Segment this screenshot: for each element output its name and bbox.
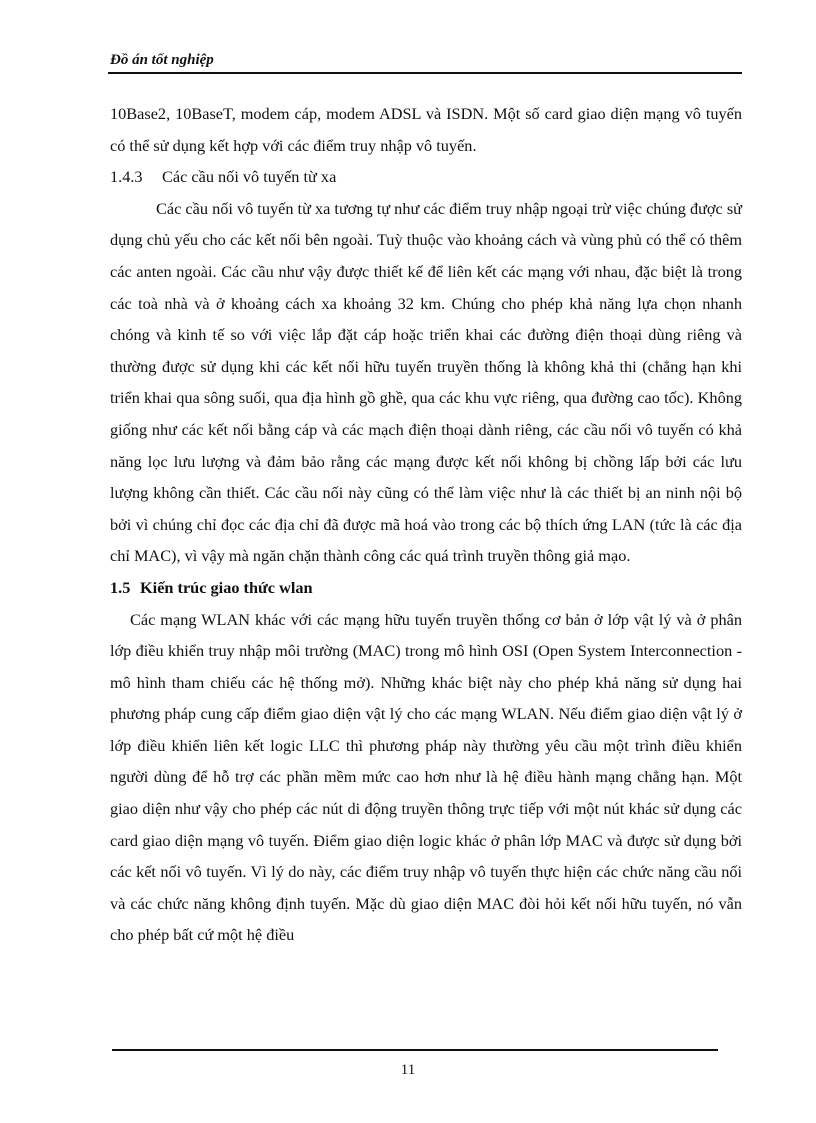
section-heading [110, 572, 742, 604]
section-number: 1.5 [110, 577, 131, 597]
section-title: Kiến trúc giao thức wlan [140, 577, 313, 597]
paragraph-continuation: 10Base2, 10BaseT, modem cáp, modem ADSL và ISDN. Một số card giao diện mạng vô tuyến có thể sử dụng kết hợp với các điểm truy nhập vô tuyến. [110, 104, 742, 155]
document-body [110, 98, 742, 951]
header-divider [108, 72, 742, 74]
page-header-title: Đồ án tốt nghiệp [110, 52, 214, 68]
subsection-title: Các cầu nối vô tuyến từ xa [162, 167, 337, 187]
subsection-number: 1.4.3 [110, 167, 143, 187]
paragraph-wlan-architecture: Các mạng WLAN khác với các mạng hữu tuyến truyền thống cơ bản ở lớp vật lý và ở phân lớp điều khiển truy nhập môi trường (MAC) trong mô hình OSI (Open System Interconnection - mô hình tham chiếu các hệ thống mở). Những khác biệt này cho phép khả năng sử dụng hai phương pháp cung cấp điểm giao diện vật lý cho các mạng WLAN. Nếu điểm giao diện vật lý ở lớp điều khiển liên kết logic LLC thì phương pháp này thường yêu cầu một trình điều khiển người dùng để hỗ trợ các phần mềm mức cao hơn như là hệ điều hành mạng chẳng hạn. Một giao diện như vậy cho phép các nút di động truyền thông trực tiếp với một nút khác sử dụng các card giao diện mạng vô tuyến. Điểm giao diện logic khác ở phân lớp MAC và được sử dụng bởi các kết nối vô tuyến. Vì lý do này, các điểm truy nhập vô tuyến thực hiện các chức năng cầu nối và các chức năng không định tuyến. Mặc dù giao diện MAC đòi hỏi kết nối hữu tuyến, nó vẫn cho phép bất cứ một hệ điều [110, 609, 742, 945]
subsection-heading [110, 161, 742, 193]
footer-divider [112, 1049, 718, 1051]
page-number: 11 [400, 1062, 416, 1078]
paragraph-remote-bridges: Các cầu nối vô tuyến từ xa tương tự như các điểm truy nhập ngoại trừ việc chúng được sử dụng chủ yếu cho các kết nối bên ngoài. Tuỳ thuộc vào khoảng cách và vùng phủ có thể có thêm các anten ngoài. Các cầu như vậy được thiết kế để liên kết các mạng với nhau, đặc biệt là trong các toà nhà và ở khoảng cách xa khoảng 32 km. Chúng cho phép khả năng lựa chọn nhanh chóng và kinh tế so với việc lắp đặt cáp hoặc triển khai các đường điện thoại dùng riêng và thường được sử dụng khi các kết nối hữu tuyến truyền thống là không khả thi (chẳng hạn khi triển khai qua sông suối, qua địa hình gồ ghề, qua các khu vực riêng, qua đường cao tốc). Không giống như các kết nối bằng cáp và các mạch điện thoại dành riêng, các cầu nối vô tuyến có khả năng lọc lưu lượng và đảm bảo rằng các mạng được kết nối không bị chồng lấp bởi các lưu lượng không cần thiết. Các cầu nối này cũng có thể làm việc như là các thiết bị an ninh nội bộ bởi vì chúng chỉ đọc các địa chỉ đã được mã hoá vào trong các bộ thích ứng LAN (tức là các địa chỉ MAC), vì vậy mà ngăn chặn thành công các quá trình truyền thông giả mạo. [110, 198, 742, 566]
